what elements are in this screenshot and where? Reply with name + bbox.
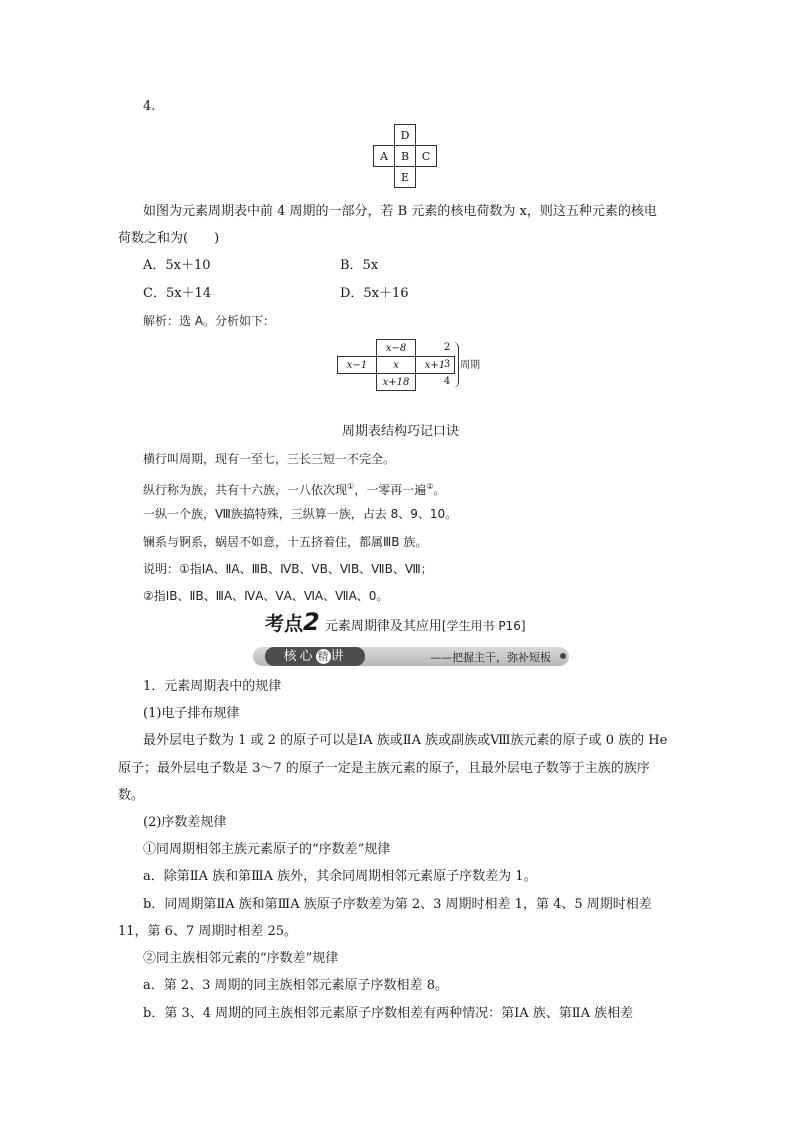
subsection-2b: b．第 3、4 周期的同主族相邻元素原子序数相差有两种情况：第ⅠA 族、第ⅡA 族相差 bbox=[143, 1006, 634, 1021]
cell-b: B bbox=[395, 146, 416, 167]
explanation-intro: 解析：选 A。分析如下： bbox=[143, 314, 276, 328]
cell-a: A bbox=[374, 146, 395, 167]
content-heading-1: 1．元素周期表中的规律 bbox=[143, 679, 282, 694]
expl-cell-left: x−1 bbox=[338, 357, 377, 374]
banner-label-b: 精 bbox=[317, 650, 329, 663]
question-number: 4. bbox=[143, 99, 156, 114]
period-numbers bbox=[442, 339, 452, 390]
question-stem-line2: 荷数之和为( ) bbox=[118, 231, 220, 246]
subsection-1b-line2: 11，第 6、7 周期时相差 25。 bbox=[118, 924, 298, 939]
question-stem-line1: 如图为元素周期表中前 4 周期的一部分，若 B 元素的核电荷数为 x，则这五种元素的核电 bbox=[143, 204, 657, 219]
mnemonic-note1: 说明：①指ⅠA、ⅡA、ⅢB、ⅣB、ⅤB、ⅥB、ⅦB、Ⅷ； bbox=[143, 562, 433, 576]
cell-e: E bbox=[395, 167, 416, 188]
expl-cell-center: x bbox=[377, 357, 416, 374]
mnemonic-title: 周期表结构巧记口诀 bbox=[342, 424, 460, 439]
mnemonic-line2-c: 。 bbox=[433, 483, 446, 497]
kaodian-number: 2 bbox=[303, 608, 320, 636]
period-number: 2 bbox=[443, 342, 451, 353]
mnemonic-line3: 一纵一个族，Ⅷ族搞特殊，三纵算一族，占去 8、9、10。 bbox=[143, 507, 458, 521]
option-d: D．5x＋16 bbox=[340, 286, 409, 301]
mnemonic-note2: ②指ⅠB、ⅡB、ⅢA、ⅣA、ⅤA、ⅥA、ⅦA、0。 bbox=[143, 589, 389, 603]
paragraph-1-line2: 原子；最外层电子数是 3～7 的原子一定是主族元素的原子，且最外层电子数等于主族的族序 bbox=[118, 761, 650, 776]
expl-cell-right: x+1 bbox=[416, 357, 455, 374]
subsection-1: ①同周期相邻主族元素原子的“序数差”规律 bbox=[143, 842, 391, 857]
section-title: 元素周期律及其应用 bbox=[324, 619, 442, 634]
mnemonic-line2 bbox=[143, 478, 445, 499]
period-brace bbox=[452, 342, 459, 388]
cell-d: D bbox=[395, 125, 416, 146]
question-figure bbox=[373, 124, 437, 188]
expl-cell-top: x−8 bbox=[377, 340, 416, 357]
banner-dot-icon bbox=[560, 653, 566, 659]
cell-c: C bbox=[416, 146, 437, 167]
paragraph-1-line3: 数。 bbox=[118, 788, 145, 803]
paragraph-1-line1: 最外层电子数为 1 或 2 的原子可以是ⅠA 族或ⅡA 族或副族或Ⅷ族元素的原子或 0 族的 He bbox=[143, 733, 668, 748]
subsection-1a: a．除第ⅡA 族和第ⅢA 族外，其余同周期相邻元素原子序数差为 1。 bbox=[143, 869, 537, 884]
mnemonic-line2-b: ，一零再一遍 bbox=[354, 483, 427, 497]
period-label: 周期 bbox=[460, 360, 480, 371]
section-ref: [学生用书 P16] bbox=[441, 619, 526, 633]
subsection-2a: a．第 2、3 周期的同主族相邻元素原子序数相差 8。 bbox=[143, 978, 448, 993]
kaodian-label: 考点 bbox=[265, 613, 304, 635]
footnote-marker-1: ① bbox=[347, 482, 355, 491]
content-heading-1b: (2)序数差规律 bbox=[143, 815, 227, 830]
footnote-marker-2: ② bbox=[426, 482, 434, 491]
content-heading-1a: (1)电子排布规律 bbox=[143, 706, 240, 721]
banner-label-c: 讲 bbox=[330, 649, 347, 664]
period-number: 3 bbox=[443, 359, 451, 370]
section-heading bbox=[265, 608, 526, 636]
banner-subtitle: ——把握主干，弥补短板 bbox=[430, 651, 551, 664]
mnemonic-line1: 横行叫周期，现有一至七，三长三短一不完全。 bbox=[143, 452, 396, 466]
subsection-1b-line1: b．同周期第ⅡA 族和第ⅢA 族原子序数差为第 2、3 周期时相差 1，第 4、5 周期时相差 bbox=[143, 897, 652, 912]
period-number: 4 bbox=[443, 376, 451, 387]
banner-label-a: 核心 bbox=[283, 649, 316, 664]
mnemonic-line4: 镧系与锕系，蜗居不如意，十五挤着住，都属ⅢB 族。 bbox=[143, 535, 428, 549]
mnemonic-line2-a: 纵行称为族，共有十六族，一八依次现 bbox=[143, 483, 348, 497]
option-b: B．5x bbox=[340, 258, 379, 273]
expl-cell-bottom: x+18 bbox=[377, 374, 416, 391]
core-banner-tag bbox=[265, 647, 365, 666]
option-a: A．5x＋10 bbox=[143, 258, 211, 273]
subsection-2: ②同主族相邻元素的“序数差”规律 bbox=[143, 951, 339, 966]
option-c: C．5x＋14 bbox=[143, 286, 212, 301]
explanation-figure bbox=[337, 339, 455, 391]
